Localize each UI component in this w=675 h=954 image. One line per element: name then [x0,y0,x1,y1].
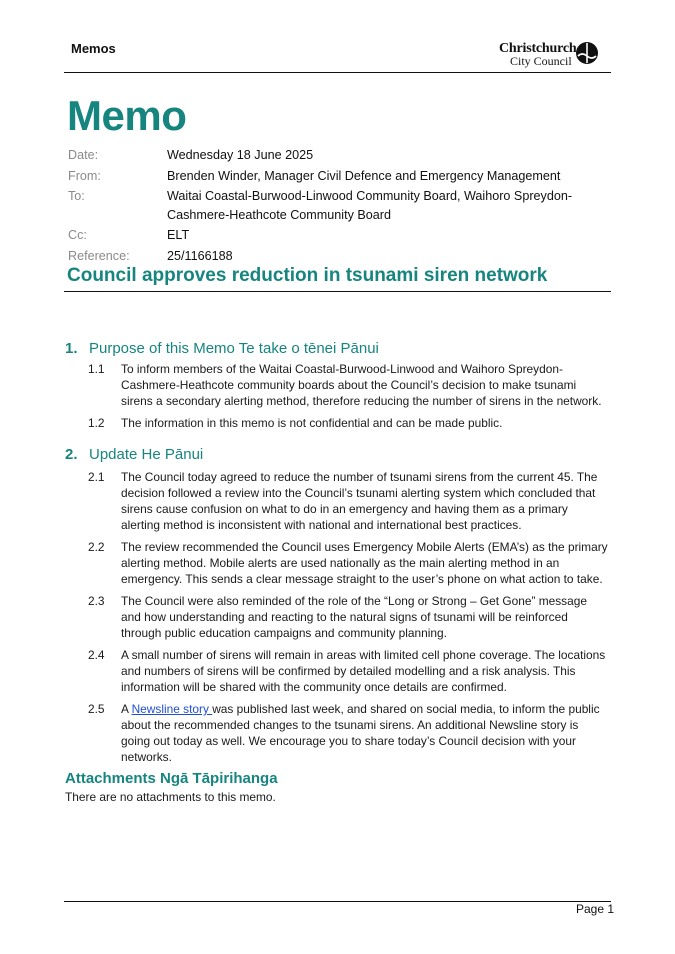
meta-row-reference [68,247,613,266]
meta-row-cc [68,226,613,245]
header-divider [64,72,611,73]
list-item [88,539,610,587]
memo-meta [68,146,613,267]
meta-value: Waitai Coastal-Burwood-Linwood Community Board, Waihoro Spreydon-Cashmere-Heathcote Community Board [167,189,573,222]
item-text: The review recommended the Council uses Emergency Mobile Alerts (EMA’s) as the primary alerting method. Mobile alerts are used nationally as the main alerting method in an emergency. This sends a clear message straight to the user’s phone on what action to take. [121,540,608,586]
meta-row-to [68,187,613,224]
meta-label: Cc: [68,228,87,242]
section-title: Purpose of this Memo Te take o tēnei Pānui [89,340,379,357]
meta-row-from [68,167,613,186]
item-text: To inform members of the Waitai Coastal-Burwood-Linwood and Waihoro Spreydon-Cashmere-Heathcote community boards about the Council’s decision to make tsunami sirens a secondary alerting method, therefore reducing the number of sirens in the network. [121,362,602,408]
meta-label: Date: [68,148,99,162]
newsline-story-link[interactable]: Newsline story [131,702,213,716]
meta-label: From: [68,168,101,183]
logo-line2: City Council [510,54,572,68]
meta-label: Reference: [68,248,130,263]
meta-value: Wednesday 18 June 2025 [167,148,314,162]
item-number: 1.2 [88,416,105,430]
item-number: 2.2 [88,540,105,554]
logo-line1: Christchurch [499,41,577,56]
attachments-text: There are no attachments to this memo. [65,790,276,804]
list-item [88,701,610,765]
page-header [0,0,675,76]
meta-label: To: [68,189,85,203]
item-number: 2.1 [88,470,105,484]
item-text [121,701,610,765]
list-item [88,415,610,431]
item-text-after: was published last week, and shared on social media, to inform the public about the recommended changes to the tsunami sirens. An additional Newsline story is going out today as well. We encourage you to share today’s Council decision with your networks. [121,702,600,764]
list-item [88,469,610,533]
page-title: Memo [67,92,187,139]
meta-value: Brenden Winder, Manager Civil Defence and Emergency Management [167,168,561,183]
section-update-items [88,469,610,771]
memo-subject: Council approves reduction in tsunami siren network [67,265,548,286]
item-number: 2.4 [88,648,105,662]
meta-value: ELT [167,228,190,242]
footer-divider [64,901,611,902]
section-title: Update He Pānui [89,446,204,463]
subject-divider [64,291,611,292]
meta-row-date [68,146,613,165]
list-item [88,647,610,695]
meta-value: 25/1166188 [167,248,233,263]
list-item [88,593,610,641]
list-item [88,361,610,409]
item-number: 2.3 [88,594,105,608]
section-heading-update [65,446,203,463]
header-label: Memos [71,41,116,56]
item-text: A small number of sirens will remain in areas with limited cell phone coverage. The locations and numbers of sirens will be confirmed by detailed modelling and a risk analysis. This information will be shared with the community once details are confirmed. [121,648,606,694]
item-text: The information in this memo is not confidential and can be made public. [121,416,503,430]
item-number: 1.1 [88,362,105,376]
section-number: 1. [65,340,78,357]
item-text-before: A [121,702,129,716]
council-logo [497,41,607,69]
item-number: 2.5 [88,702,105,716]
council-logo-icon [575,41,599,65]
section-heading-purpose [65,340,379,357]
item-text: The Council today agreed to reduce the number of tsunami sirens from the current 45. The decision followed a review into the Council’s tsunami alerting system which concluded that sirens cause confusion on what to do in an emergency and having them as a primary alerting method is inconsistent with national and international best practices. [121,470,598,532]
section-purpose-items [88,361,610,437]
attachments-heading: Attachments Ngā Tāpirihanga [65,770,278,787]
item-text: The Council were also reminded of the role of the “Long or Strong – Get Gone” message and how understanding and reacting to the natural signs of tsunami will be reinforced through public education campaigns and community planning. [121,594,587,640]
section-number: 2. [65,446,78,463]
page-number: Page 1 [576,902,615,916]
